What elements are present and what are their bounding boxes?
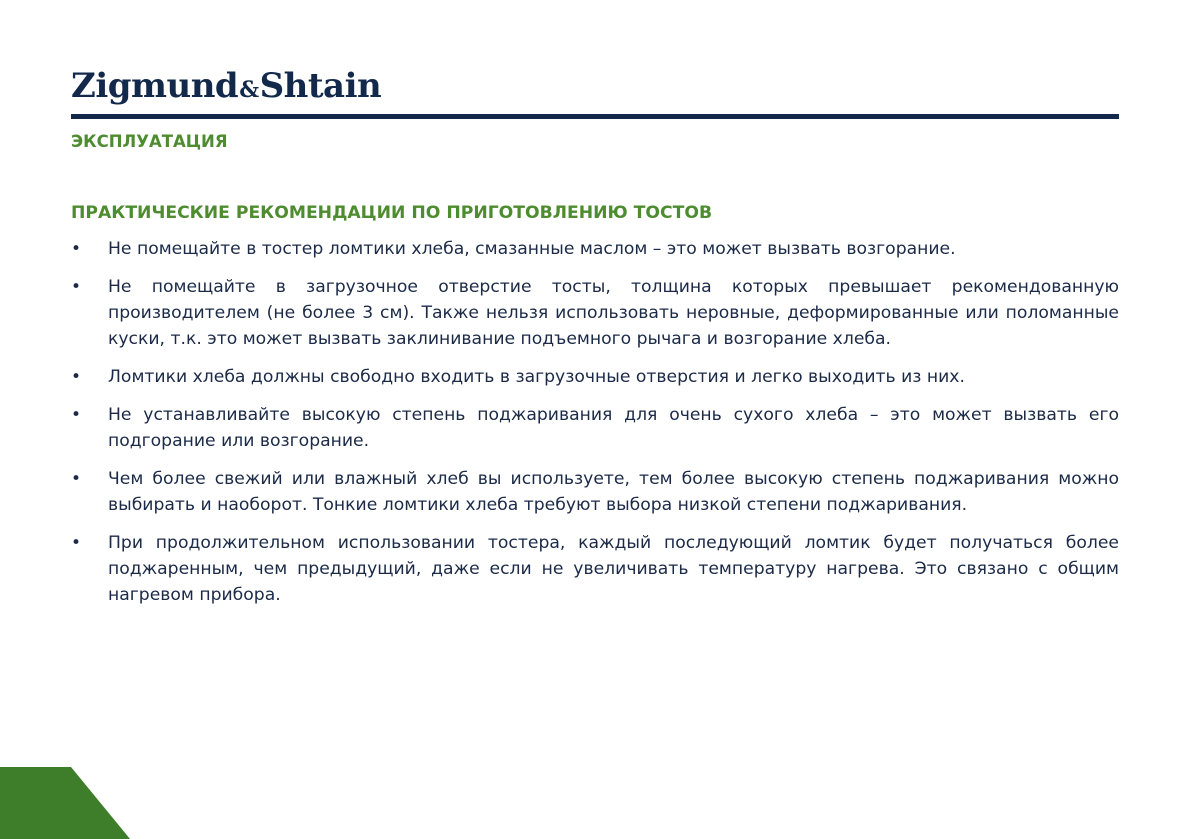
list-item: [71, 466, 1119, 518]
bullet-icon: •: [71, 469, 82, 489]
list-item: [71, 274, 1119, 352]
brand-ampersand: &: [239, 77, 259, 103]
list-item-text: При продолжительном использовании тостера, каждый последующий ломтик будет получаться более поджаренным, чем предыдущий, даже если не увеличивать температуру нагрева. Это связано с общим нагревом прибора.: [108, 533, 1119, 605]
section-label: ЭКСПЛУАТАЦИЯ: [71, 132, 228, 151]
list-item-text: Чем более свежий или влажный хлеб вы используете, тем более высокую степень поджаривания можно выбирать и наоборот. Тонкие ломтики хлеба требуют выбора низкой степени поджаривания.: [108, 469, 1119, 515]
brand-name: Zigmund: [71, 66, 239, 106]
corner-accent-shape: [0, 767, 130, 839]
brand-name-second: Shtain: [259, 66, 382, 106]
bullet-icon: •: [71, 367, 82, 387]
bullet-icon: •: [71, 239, 82, 259]
bullet-icon: •: [71, 533, 82, 553]
header-rule: [71, 114, 1119, 119]
bullet-icon: •: [71, 277, 82, 297]
bullet-icon: •: [71, 405, 82, 425]
corner-accent: [0, 767, 130, 839]
list-item-text: Не устанавливайте высокую степень поджаривания для очень сухого хлеба – это может вызвать его подгорание или возгорание.: [108, 405, 1119, 451]
list-item-text: Не помещайте в загрузочное отверстие тосты, толщина которых превышает рекомендованную производителем (не более 3 см). Также нельзя использовать неровные, деформированные или поломанные куски, т.к. это может вызвать заклинивание подъемного рычага и возгорание хлеба.: [108, 277, 1119, 349]
list-item: [71, 364, 1119, 390]
list-item: [71, 402, 1119, 454]
recommendations-list: [71, 236, 1119, 608]
brand-logo: [71, 64, 381, 112]
page-heading: ПРАКТИЧЕСКИЕ РЕКОМЕНДАЦИИ ПО ПРИГОТОВЛЕНИЮ ТОСТОВ: [71, 203, 713, 223]
list-item: [71, 530, 1119, 608]
list-item-text: Не помещайте в тостер ломтики хлеба, смазанные маслом – это может вызвать возгорание.: [108, 239, 956, 259]
list-item: [71, 236, 1119, 262]
list-item-text: Ломтики хлеба должны свободно входить в загрузочные отверстия и легко выходить из них.: [108, 367, 965, 387]
